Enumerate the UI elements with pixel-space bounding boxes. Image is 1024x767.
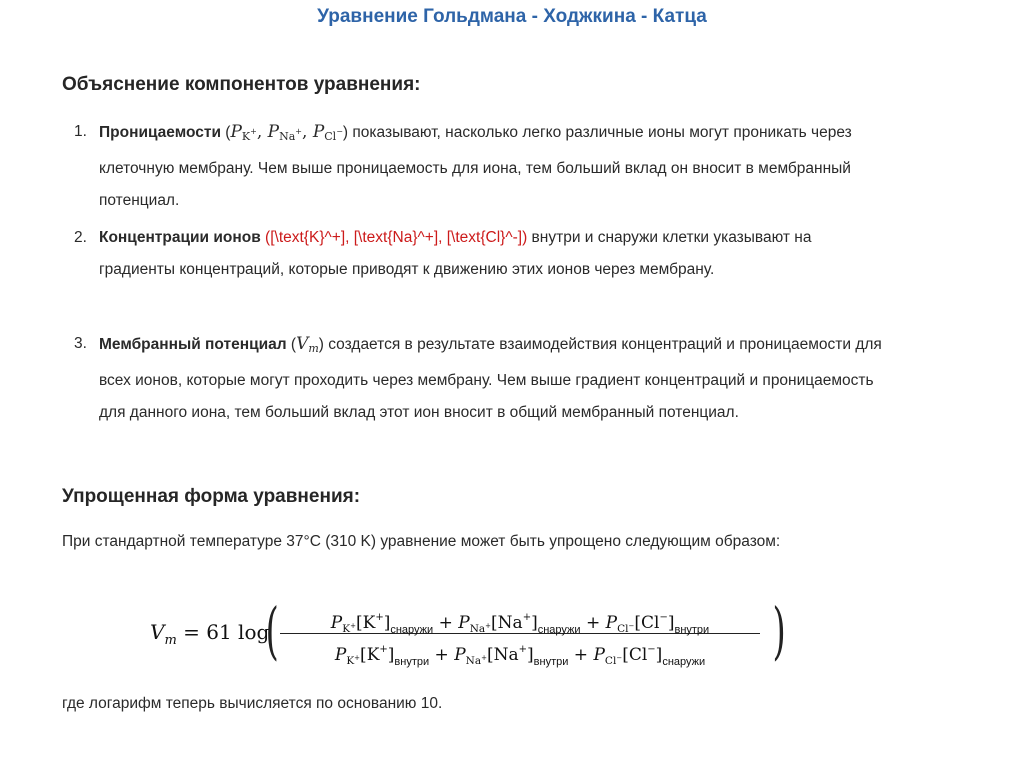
term-membrane-potential: Мембранный потенциал (99, 336, 287, 353)
formula-term-ion: [Cl−] (634, 612, 675, 633)
list-item-body (99, 328, 889, 429)
formula-term-p: P (458, 613, 470, 633)
log-note: где логарифм теперь вычисляется по основанию 10. (62, 695, 443, 712)
formula-term-p-sub: Na+ (465, 654, 487, 667)
list-item (62, 328, 882, 429)
term-concentrations: Концентрации ионов (99, 229, 261, 246)
formula-term (458, 612, 581, 636)
formula-plus: + (580, 613, 606, 633)
close-paren: ) (522, 229, 528, 246)
math-p-k: $P_{K^+}$ (230, 122, 257, 143)
list-item-body (99, 222, 889, 286)
formula-term-p-sub: Cl− (604, 654, 623, 667)
formula-numerator (280, 604, 760, 636)
formula-term-p-sub: K+ (342, 622, 356, 635)
formula-plus: + (429, 645, 455, 665)
list-item-body: Проницаемости ($P_{K^+}$, $P_{Na^+}$, $P_{Cl^-}$) показывают, насколько легко различные ионы могут проникать через клеточную мембрану. Чем выше проницаемость для иона, тем больший вклад он вносит в мембранный потенциал. (99, 122, 852, 209)
list-item (62, 116, 882, 217)
formula-denominator (280, 636, 760, 668)
formula-term (605, 612, 710, 636)
formula-lhs: $V_m = 61$ log (150, 620, 270, 648)
section-heading-simplified: Упрощенная форма уравнения: (62, 486, 361, 507)
formula-term-p: P (593, 645, 605, 665)
formula-term-ion: [K+] (355, 612, 391, 633)
formula-term-p: P (330, 613, 343, 633)
formula-term-p-sub: K+ (346, 654, 361, 667)
ghk-formula (150, 594, 810, 678)
item-text: создается в результате взаимодействия концентраций и проницаемости для всех ионов, которые могут проходить через мембрану. Чем выше градиент концентраций и проницаемость для данного иона, тем больший вклад этот ион вносит в общий мембранный потенциал. (99, 336, 882, 421)
formula-term-p-sub: Cl− (617, 622, 635, 635)
item-text: внутри и снаружи клетки указывают на градиенты концентраций, которые приводят к движению этих ионов через мембрану. (99, 229, 812, 278)
close-paren: ) (318, 336, 324, 353)
slide-title: Уравнение Гольдмана - Ходжкина - Катца (317, 6, 707, 27)
formula-term-ion: [K+] (360, 644, 395, 665)
formula-term-p: P (605, 613, 618, 633)
section-heading-explanation: Объяснение компонентов уравнения: (62, 74, 421, 95)
math-p-cl: $P_{Cl^-}$ (312, 122, 343, 143)
formula-fraction (280, 604, 760, 668)
formula-term-location: снаружи (662, 656, 706, 668)
open-paren: ( (286, 336, 297, 353)
formula-term (334, 644, 430, 668)
formula-term-ion: [Na+] (486, 644, 534, 665)
raw-latex-concentrations: [\text{K}^+], [\text{Na}^+], [\text{Cl}^-] (270, 229, 523, 246)
formula-term-location: снаружи (390, 624, 434, 636)
formula-term-ion: [Na+] (491, 612, 538, 633)
list-item-number: 2. (74, 229, 87, 246)
formula-term-ion: [Cl−] (622, 644, 663, 665)
list-item-number: 1. (74, 123, 87, 140)
math-p-na: $P_{Na^+}$ (267, 122, 302, 143)
close-paren: ) (342, 124, 349, 141)
intro-paragraph: При стандартной температуре 37°C (310 K) уравнение может быть упрощено следующим образом: (62, 533, 781, 550)
formula-term (330, 612, 434, 636)
list-item-number: 3. (74, 335, 87, 352)
formula-plus: + (433, 613, 459, 633)
formula-plus: + (568, 645, 594, 665)
formula-term-p: P (454, 645, 466, 665)
formula-term-location: внутри (674, 624, 710, 636)
math-vm: $V_m$ (296, 334, 319, 355)
formula-term-p-sub: Na+ (469, 622, 492, 635)
formula-term (593, 644, 706, 668)
formula-term-location: снаружи (537, 624, 581, 636)
open-paren: ( (221, 124, 231, 141)
term-permeability: Проницаемости (99, 124, 221, 141)
formula-term (454, 644, 569, 668)
right-paren: ) (772, 594, 786, 667)
item-text: показывают, насколько легко различные ионы могут проникать через клеточную мембрану. Чем выше проницаемость для иона, тем больший вклад он вносит в мембранный потенциал. (99, 124, 852, 209)
left-paren: ( (265, 594, 279, 667)
formula-term-location: внутри (533, 656, 569, 668)
formula-term-p: P (334, 645, 347, 665)
open-paren: ( (260, 229, 271, 246)
formula-term-location: внутри (394, 656, 430, 668)
list-item (62, 222, 882, 286)
